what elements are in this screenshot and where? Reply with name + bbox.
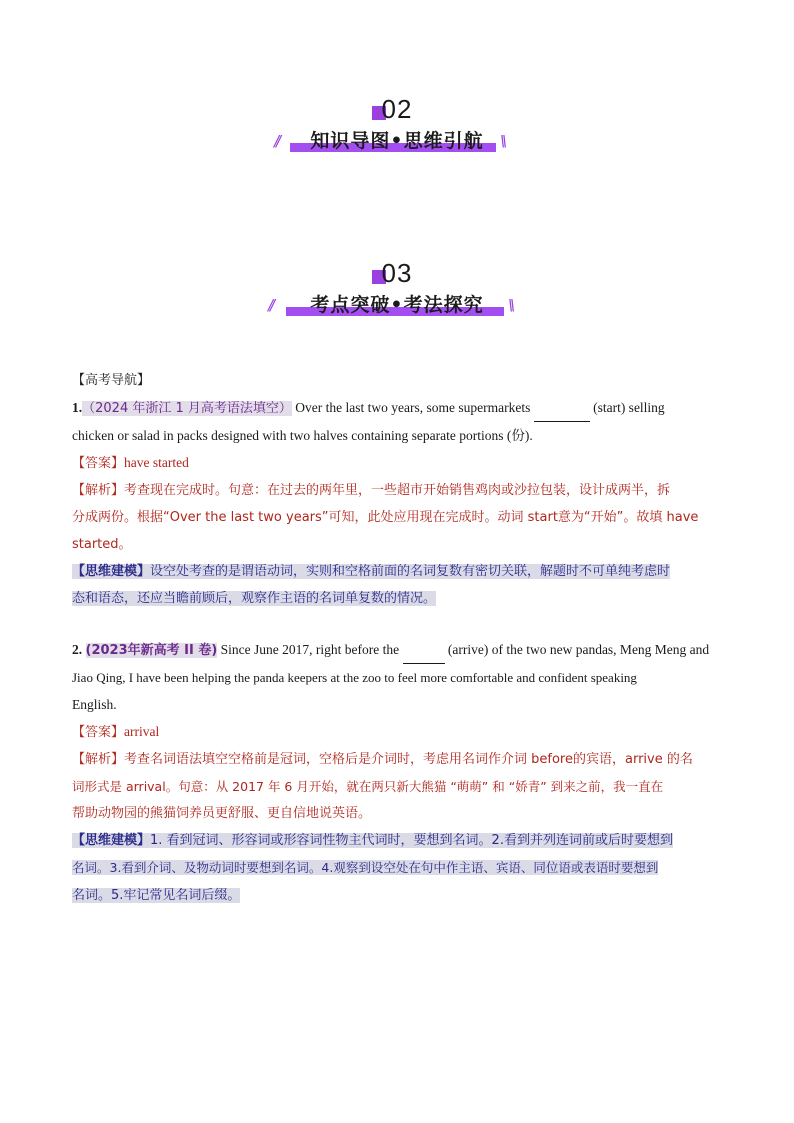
- analysis-line-1: [72, 477, 722, 504]
- analysis-text: 考查现在完成时。句意：在过去的两年里，一些超市开始销售鸡肉或沙拉包装，设计成两半，拆: [124, 483, 671, 498]
- section-number: 02: [381, 94, 413, 124]
- analysis-line-2: 分成两份。根据“Over the last two years”可知，此处应用现在完成时。动词 start意为“开始”。故填 have: [72, 510, 699, 525]
- answer-blank: [534, 394, 590, 422]
- section-03-header: [0, 258, 794, 320]
- answer-value: have started: [124, 455, 189, 470]
- question-number: 1.: [72, 400, 83, 415]
- question-text: (arrive) of the two new pandas, Meng Meng and: [447, 642, 710, 657]
- model-line-2: 态和语态，还应当瞻前顾后，观察作主语的名词单复数的情况。: [72, 591, 437, 606]
- section-title-wrap: [0, 126, 794, 156]
- model-label: 【思维建模】: [72, 833, 151, 848]
- section-number-wrap: [0, 94, 794, 126]
- model-text: 1. 看到冠词、形容词或形容词性物主代词时，要想到名词。2.看到并列连词前或后时要想到: [150, 833, 673, 848]
- analysis-line-3: started。: [72, 537, 132, 552]
- answer-blank: [403, 636, 445, 664]
- analysis-line-1: [72, 746, 722, 773]
- model-label: 【思维建模】: [72, 564, 151, 579]
- question-source: (2023年新高考 II 卷): [85, 643, 218, 658]
- model-line-3: 名词。5.牢记常见名词后缀。: [72, 888, 241, 903]
- section-number-wrap: [0, 258, 794, 290]
- analysis-label: 【解析】: [72, 752, 125, 767]
- right-slash-decoration: \\: [508, 296, 513, 314]
- section-title-wrap: [0, 290, 794, 320]
- analysis-line-3: 帮助动物园的熊猫饲养员更舒服、更自信地说英语。: [72, 806, 372, 821]
- question-2: [72, 636, 722, 909]
- analysis-label: 【解析】: [72, 483, 125, 498]
- right-slash-decoration: \\: [500, 132, 505, 150]
- question-hint: (start) selling: [593, 400, 665, 415]
- question-number: 2.: [72, 642, 83, 657]
- question-1-line-1: [72, 394, 722, 422]
- model-line-1: [72, 558, 722, 585]
- section-title: 考点突破•考法探究: [310, 294, 484, 316]
- question-text: Since June 2017, right before the: [220, 642, 400, 657]
- analysis-line-2: 词形式是 arrival。句意：从 2017 年 6 月开始，就在两只新大熊猫 “萌萌” 和 “娇青” 到来之前，我一直在: [72, 779, 664, 794]
- answer-label: 【答案】: [72, 725, 125, 740]
- answer-line: [72, 718, 722, 746]
- question-source: （2024 年浙江 1 月高考语法填空）: [82, 401, 292, 416]
- model-line-2: 名词。3.看到介词、及物动词时要想到名词。4.观察到设空处在句中作主语、宾语、同位语或表语时要想到: [72, 860, 659, 875]
- nav-label: 【高考导航】: [72, 373, 151, 388]
- section-title: 知识导图•思维引航: [310, 130, 484, 152]
- answer-value: arrival: [124, 724, 160, 739]
- left-slash-decoration: //: [268, 296, 273, 314]
- question-text: chicken or salad in packs designed with two halves containing separate portions (份).: [72, 428, 533, 443]
- exam-content: [72, 367, 722, 909]
- left-slash-decoration: //: [274, 132, 279, 150]
- question-text: Over the last two years, some supermarkets: [295, 400, 531, 415]
- question-2-line-1: [72, 636, 722, 664]
- model-text: 设空处考查的是谓语动词，实则和空格前面的名词复数有密切关联，解题时不可单纯考虑时: [150, 564, 671, 579]
- section-number: 03: [381, 258, 413, 288]
- section-02-header: [0, 94, 794, 156]
- question-text: English.: [72, 697, 117, 712]
- question-text: Jiao Qing, I have been helping the panda keepers at the zoo to feel more comfortable and confident speaking: [72, 670, 637, 685]
- answer-line: [72, 449, 722, 477]
- analysis-text: 考查名词语法填空空格前是冠词，空格后是介词时，考虑用名词作介词 before的宾语，arrive 的名: [124, 752, 693, 767]
- model-line-1: [72, 827, 722, 854]
- answer-label: 【答案】: [72, 456, 125, 471]
- question-1: [72, 394, 722, 612]
